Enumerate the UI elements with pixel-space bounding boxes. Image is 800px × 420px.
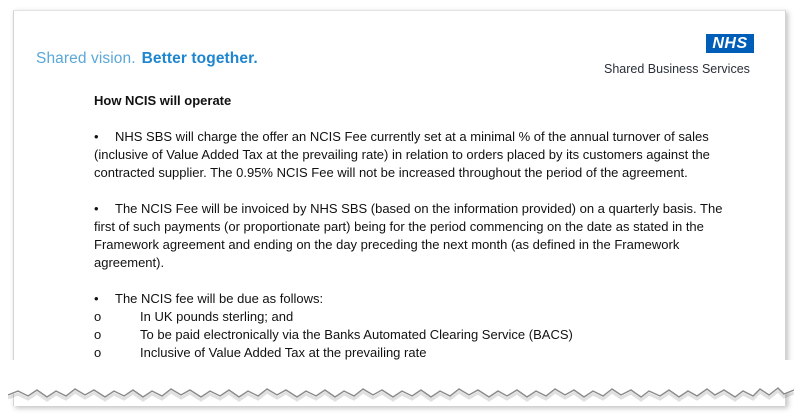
paragraph-fee-charge — [94, 128, 734, 182]
organization-name: Shared Business Services — [604, 62, 750, 76]
tagline — [36, 50, 258, 68]
sub-list-marker: o — [94, 327, 102, 342]
sub-list-marker: o — [94, 345, 102, 360]
torn-paper-edge — [8, 360, 794, 420]
paragraph-fee-due — [94, 290, 734, 308]
tagline-part-1: Shared vision. — [36, 50, 136, 67]
section-heading: How NCIS will operate — [94, 93, 232, 108]
bullet-marker: • — [94, 201, 99, 216]
paragraph-invoicing — [94, 200, 734, 272]
bullet-marker: • — [94, 129, 99, 144]
sub-list-text: In UK pounds sterling; and — [140, 309, 294, 324]
paragraph-text: The NCIS Fee will be invoiced by NHS SBS (based on the information provided) on a quarterly basis. The first of such payments (or proportionate part) being for the period commencing on the date as stated in the Framework agreement and ending on the day preceding the next month (as defined in the Framework agreement). — [94, 201, 723, 270]
paragraph-text: The NCIS fee will be due as follows: — [115, 291, 324, 306]
sub-list-marker: o — [94, 309, 102, 324]
bullet-marker: • — [94, 291, 99, 306]
sub-list-text: Inclusive of Value Added Tax at the prevailing rate — [140, 345, 427, 360]
nhs-logo: NHS — [706, 34, 754, 53]
sub-list-item — [94, 308, 734, 326]
sub-list-text: To be paid electronically via the Banks Automated Clearing Service (BACS) — [140, 327, 573, 342]
sub-list-item — [94, 326, 734, 344]
sub-list-item — [94, 344, 734, 362]
document-body — [94, 92, 734, 362]
paragraph-text: NHS SBS will charge the offer an NCIS Fee currently set at a minimal % of the annual turnover of sales (inclusive of Value Added Tax at the prevailing rate) in relation to orders placed by its customers against the contracted supplier. The 0.95% NCIS Fee will not be increased throughout the period of the agreement. — [94, 129, 710, 180]
tagline-part-2: Better together. — [141, 50, 258, 67]
